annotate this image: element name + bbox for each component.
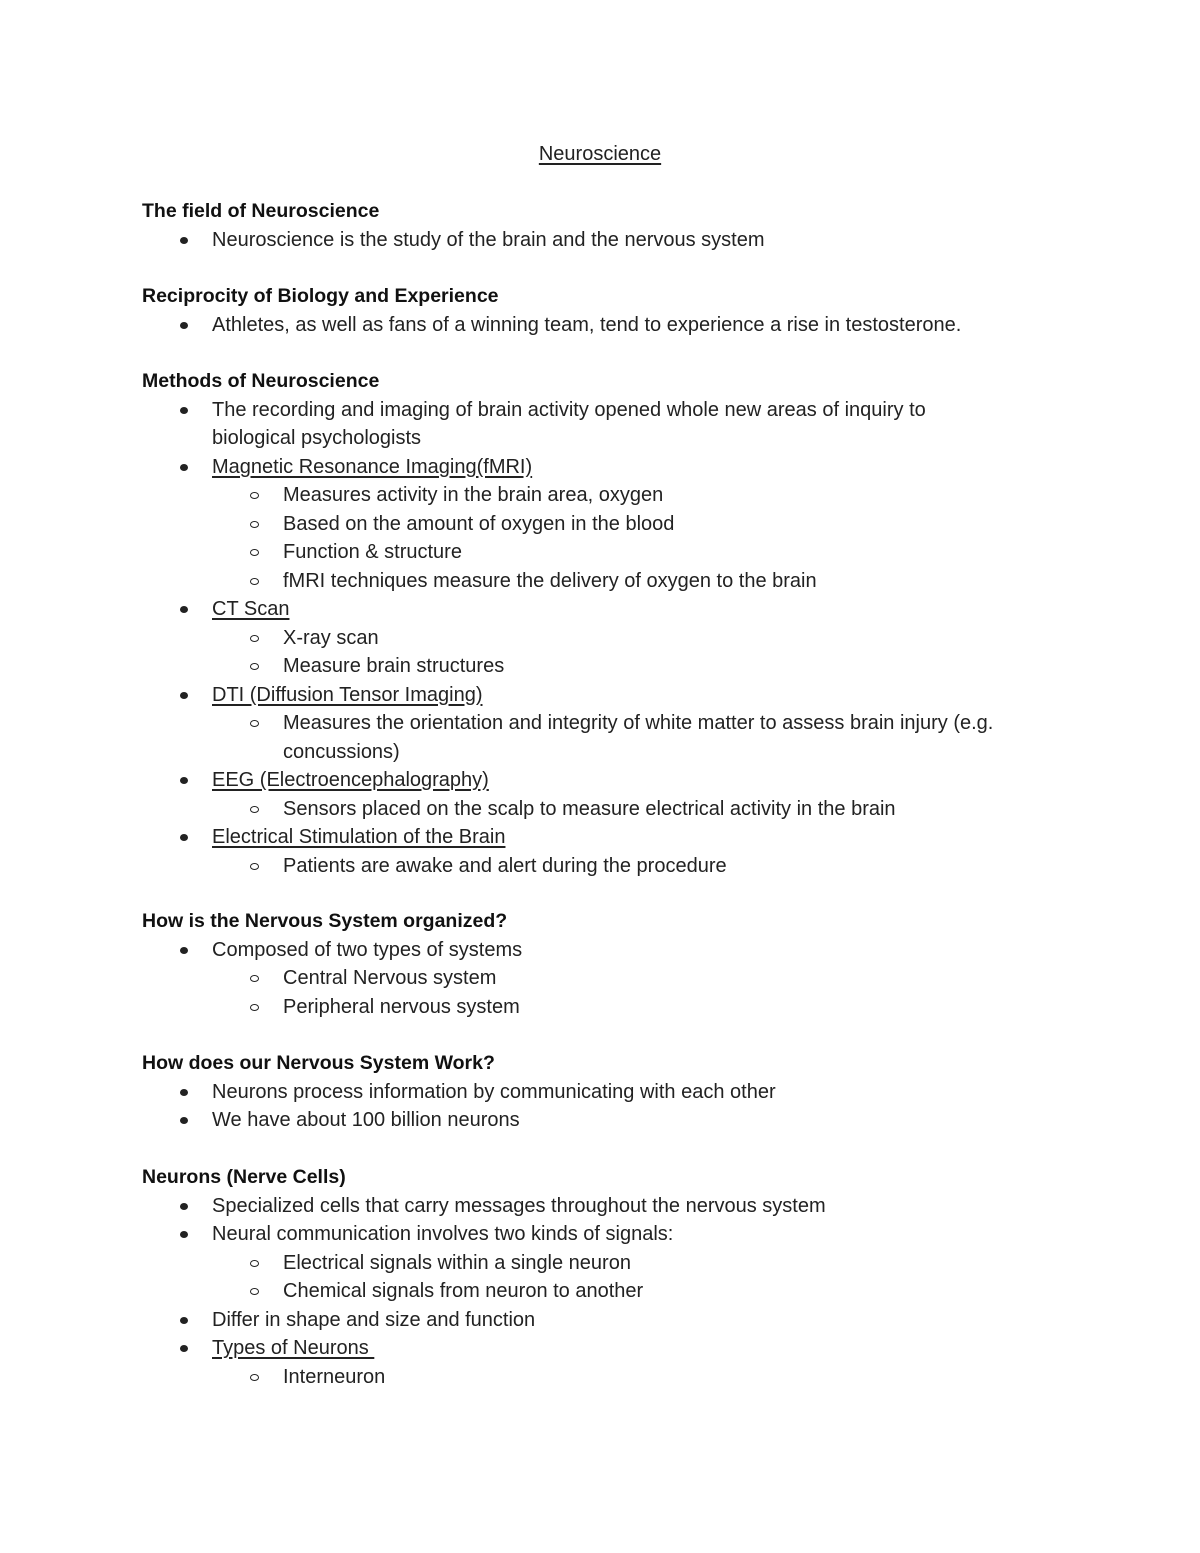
list-item-label: CT Scan — [212, 598, 290, 620]
section-nervous-system-work — [142, 1049, 1102, 1135]
bullet-list — [142, 1078, 1102, 1135]
sub-list-item: Based on the amount of oxygen in the blood — [142, 510, 1102, 539]
sub-list-item: Measure brain structures — [142, 652, 1102, 681]
sub-list-item: Electrical signals within a single neuron — [142, 1249, 1102, 1278]
list-item: Differ in shape and size and function — [142, 1306, 1102, 1335]
list-item-electrical-stimulation — [142, 823, 1102, 852]
list-item-label: Electrical Stimulation of the Brain — [212, 826, 506, 848]
section-reciprocity — [142, 282, 1102, 339]
section-methods-of-neuroscience — [142, 367, 1102, 880]
document-title: Neuroscience — [538, 143, 662, 165]
list-item-fmri — [142, 453, 1102, 482]
sub-list-item: Patients are awake and alert during the procedure — [142, 852, 1102, 881]
section-heading: The field of Neuroscience — [142, 200, 380, 222]
list-item: Composed of two types of systems — [142, 936, 1102, 965]
section-nervous-system-organized — [142, 907, 1102, 1021]
bullet-list — [142, 396, 1102, 881]
section-neurons — [142, 1163, 1102, 1391]
bullet-list — [142, 311, 1102, 340]
sub-list-item: Function & structure — [142, 538, 1102, 567]
list-item: We have about 100 billion neurons — [142, 1106, 1102, 1135]
list-item: Neural communication involves two kinds of signals: — [142, 1220, 1102, 1249]
sub-list-item: Sensors placed on the scalp to measure electrical activity in the brain — [142, 795, 1102, 824]
sub-list-item: X-ray scan — [142, 624, 1102, 653]
list-item: Neurons process information by communicating with each other — [142, 1078, 1102, 1107]
list-item: The recording and imaging of brain activity opened whole new areas of inquiry to biological psychologists — [142, 396, 1102, 453]
list-item-label: Types of Neurons — [212, 1337, 375, 1359]
list-item: Specialized cells that carry messages throughout the nervous system — [142, 1192, 1102, 1221]
section-field-of-neuroscience — [142, 197, 1102, 254]
section-heading: Reciprocity of Biology and Experience — [142, 285, 499, 307]
sub-list-item: Measures activity in the brain area, oxygen — [142, 481, 1102, 510]
list-item-label: DTI (Diffusion Tensor Imaging) — [212, 683, 483, 706]
bullet-list — [142, 226, 1102, 255]
list-item-types-of-neurons — [142, 1334, 1102, 1363]
sub-list-item: Peripheral nervous system — [142, 993, 1102, 1022]
bullet-list — [142, 936, 1102, 1022]
sub-list-item: Measures the orientation and integrity of white matter to assess brain injury (e.g. concussions) — [142, 709, 1102, 766]
list-item-eeg — [142, 766, 1102, 795]
section-heading: How is the Nervous System organized? — [142, 910, 508, 932]
list-item-label: Magnetic Resonance Imaging(fMRI) — [212, 455, 533, 478]
sub-list-item: fMRI techniques measure the delivery of oxygen to the brain — [142, 567, 1102, 596]
sub-list-item: Central Nervous system — [142, 964, 1102, 993]
list-item: Neuroscience is the study of the brain and the nervous system — [142, 226, 1102, 255]
section-heading: Methods of Neuroscience — [142, 370, 380, 392]
section-heading: Neurons (Nerve Cells) — [142, 1166, 346, 1188]
sub-list-item: Interneuron — [142, 1363, 1102, 1392]
list-item-label: EEG (Electroencephalography) — [212, 769, 489, 791]
sub-list-item: Chemical signals from neuron to another — [142, 1277, 1102, 1306]
list-item-ct-scan — [142, 595, 1102, 624]
section-heading: How does our Nervous System Work? — [142, 1052, 495, 1074]
bullet-list — [142, 1192, 1102, 1392]
list-item: Athletes, as well as fans of a winning team, tend to experience a rise in testosterone. — [142, 311, 1102, 340]
list-item-dti — [142, 681, 1102, 710]
